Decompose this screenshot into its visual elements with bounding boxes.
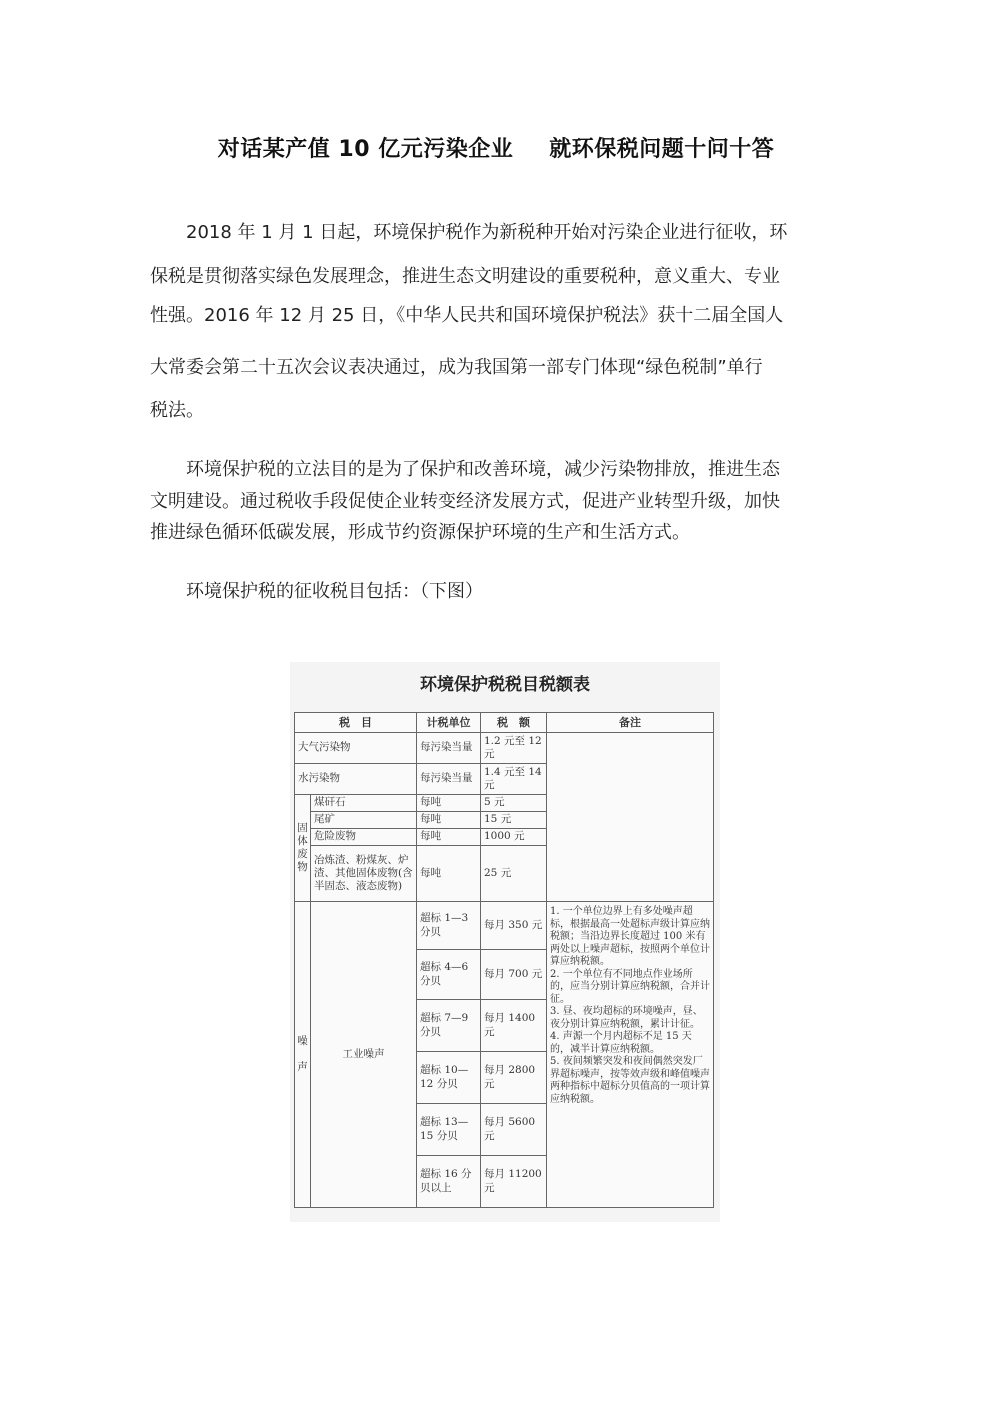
table-row [295,733,714,764]
cell-amount: 5 元 [481,795,547,812]
cell-amount: 1000 元 [481,829,547,846]
table-header-row [295,713,714,733]
header-remark: 备注 [547,713,714,733]
cell-amount: 每月 11200 元 [481,1156,547,1208]
header-amount: 税 额 [481,713,547,733]
cell-unit: 超标 13—15 分贝 [417,1104,481,1156]
title-part2: 就环保税问题十问十答 [549,137,775,162]
group-label-noise: 噪 声 [295,902,311,1208]
cell-item: 尾矿 [311,812,417,829]
remark-item: 5. 夜间频繁突发和夜间偶然突发厂界超标噪声，按等效声级和峰值噪声两种指标中超标分贝值高的一项计算应纳税额。 [550,1056,710,1105]
paragraph-line: 文明建设。通过税收手段促使企业转变经济发展方式，促进产业转型升级，加快 [150,491,780,512]
cell-unit: 每吨 [417,795,481,812]
paragraph-line: 税法。 [150,400,204,421]
cell-remarks [547,902,714,1208]
remark-item: 3. 昼、夜均超标的环境噪声，昼、夜分别计算应纳税额，累计计征。 [550,1006,703,1030]
cell-item: 冶炼渣、粉煤灰、炉渣、其他固体废物(含半固态、液态废物) [311,846,417,902]
cell-unit: 超标 10—12 分贝 [417,1052,481,1104]
cell-sub-item: 工业噪声 [311,902,417,1208]
table-title: 环境保护税税目税额表 [420,675,590,695]
remark-item: 1. 一个单位边界上有多处噪声超标，根据最高一处超标声级计算应纳税额；当沿边界长度超过 100 米有两处以上噪声超标，按照两个单位计算应纳税额。 [550,906,710,967]
cell-amount: 每月 700 元 [481,950,547,1000]
page-title [0,132,992,163]
remark-item: 4. 声源一个月内超标不足 15 天的，减半计算应纳税额。 [550,1031,692,1055]
cell-amount: 1.4 元至 14 元 [481,764,547,795]
cell-unit: 每污染当量 [417,733,481,764]
tax-table-figure [290,662,720,1222]
cell-item: 煤矸石 [311,795,417,812]
cell-amount: 25 元 [481,846,547,902]
cell-unit: 超标 16 分贝以上 [417,1156,481,1208]
cell-amount: 每月 2800 元 [481,1052,547,1104]
cell-amount: 每月 5600 元 [481,1104,547,1156]
paragraph-line: 2018 年 1 月 1 日起，环境保护税作为新税种开始对污染企业进行征收，环 [186,222,788,243]
cell-amount: 每月 350 元 [481,902,547,950]
cell-unit: 每吨 [417,846,481,902]
paragraph-line: 性强。2016 年 12 月 25 日，《中华人民共和国环境保护税法》获十二届全国人 [150,305,784,326]
cell-unit: 每吨 [417,812,481,829]
paragraph-line: 大常委会第二十五次会议表决通过，成为我国第一部专门体现“绿色税制”单行 [150,357,763,378]
cell-amount: 每月 1400 元 [481,1000,547,1052]
paragraph-line: 环境保护税的立法目的是为了保护和改善环境，减少污染物排放，推进生态 [186,459,780,480]
cell-unit: 超标 7—9 分贝 [417,1000,481,1052]
tax-rate-table [294,712,714,1208]
cell-unit: 每吨 [417,829,481,846]
header-unit: 计税单位 [417,713,481,733]
cell-unit: 每污染当量 [417,764,481,795]
title-part1: 对话某产值 10 亿元污染企业 [217,137,514,162]
remark-item: 2. 一个单位有不同地点作业场所的，应当分别计算应纳税额，合并计征。 [550,968,710,1005]
header-item: 税 目 [295,713,417,733]
cell-amount: 15 元 [481,812,547,829]
paragraph-line: 环境保护税的征收税目包括：（下图） [186,581,483,602]
cell-amount: 1.2 元至 12 元 [481,733,547,764]
paragraph-line: 推进绿色循环低碳发展，形成节约资源保护环境的生产和生活方式。 [150,522,690,543]
cell-item: 水污染物 [295,764,417,795]
cell-item: 大气污染物 [295,733,417,764]
cell-remark-empty [547,733,714,902]
table-row [295,902,714,950]
cell-unit: 超标 1—3 分贝 [417,902,481,950]
cell-unit: 超标 4—6 分贝 [417,950,481,1000]
group-label-solid: 固 体 废 物 [295,795,311,902]
paragraph-line: 保税是贯彻落实绿色发展理念，推进生态文明建设的重要税种，意义重大、专业 [150,266,780,287]
cell-item: 危险废物 [311,829,417,846]
